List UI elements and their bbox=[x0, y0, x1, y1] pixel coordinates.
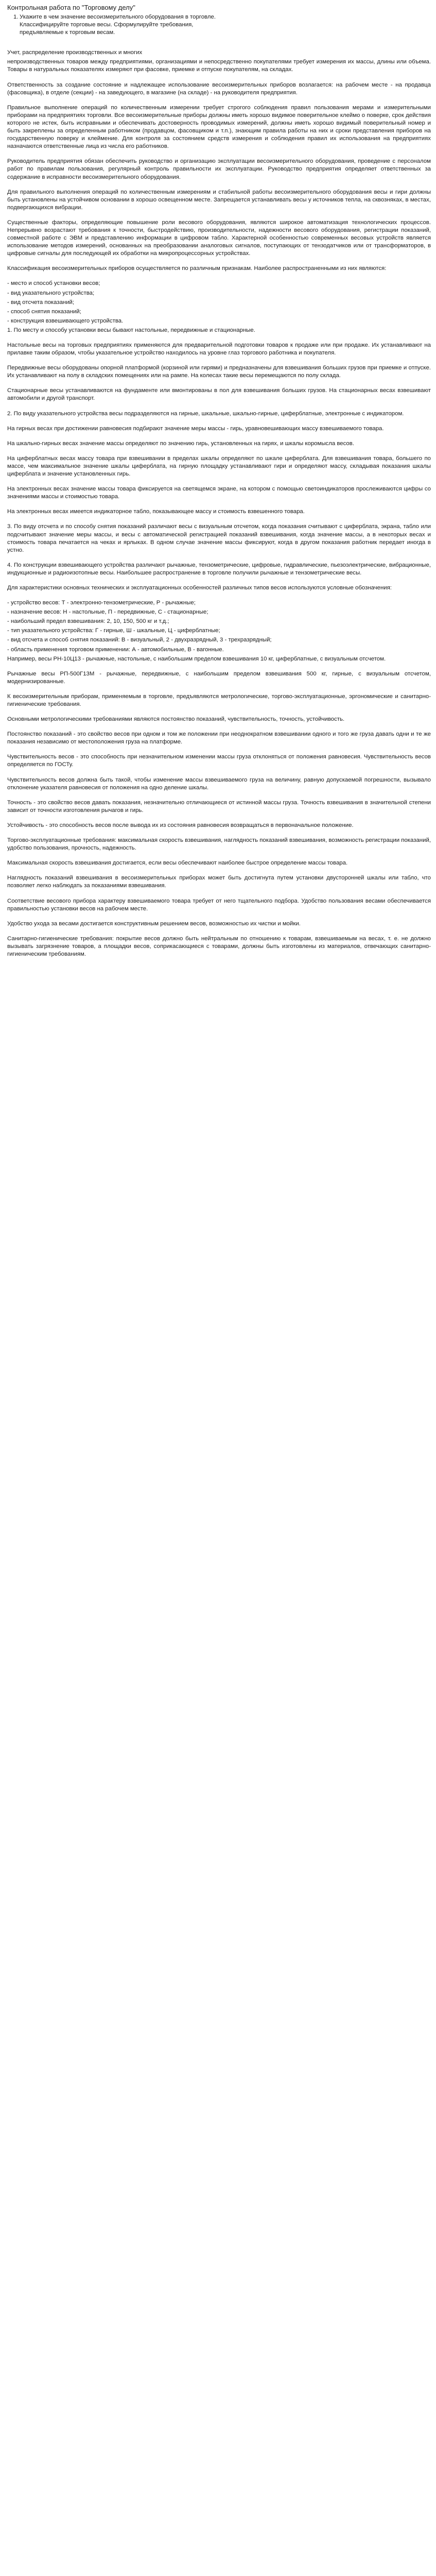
paragraph: 2. По виду указательного устройства весы подразделяются на гирные, шкальные, шкально-гирные, циферблатные, электронные с индикатором. bbox=[7, 410, 404, 417]
task-item bbox=[13, 29, 431, 37]
task-item-text: Классифицируйте торговые весы. Сформулируйте требования, bbox=[20, 22, 194, 28]
paragraph: - область применения торговом применении: А - автомобильные, В - вагонные. bbox=[7, 646, 224, 653]
paragraph: Чувствительность весов - это способность при незначительном изменении массы груза отклоняться от положения равновесия. Чувствительность весов определяется по ГОСТу. bbox=[7, 754, 431, 768]
paragraph: Санитарно-гигиенические требования: покрытие весов должно быть нейтральным по отношению к товарам, взвешиваемым на весах, т. е. не должно вызывать загрязнение товаров, а площадки весов, соприкасающиеся с товарами, должны быть изготовлены из материалов, отвечающих санитарно-гигиеническим требованиям. bbox=[7, 935, 431, 957]
paragraph: - вид указательного устройства; bbox=[7, 290, 95, 296]
paragraph: 4. По конструкции взвешивающего устройства различают рычажные, тензометрические, цифровые, гидравлические, пьезоэлектрические, вибрационные, индукционные и радиоизотопные весы. Наибольшее распространение в торговле получили рычажные и тензометрические весы. bbox=[7, 562, 431, 576]
paragraph: На шкально-гирных весах значение массы определяют по значению гирь, установленных на гирях, и шкалы коромысла весов. bbox=[7, 440, 354, 447]
paragraph: Чувствительность весов должна быть такой, чтобы изменение массы взвешиваемого груза на величину, равную допускаемой погрешности, вызывало отклонение указателя равновесия от положения на одно деление шкалы. bbox=[7, 776, 431, 791]
paragraph: Торгово-эксплуатационные требования: максимальная скорость взвешивания, наглядность показаний взвешивания, возможность регистрации показаний, удобство пользования, прочность, надежность. bbox=[7, 837, 431, 852]
paragraph: - способ снятия показаний; bbox=[7, 308, 81, 315]
task-item-text: Укажите в чем значение весоизмерительного оборудования в торговле. bbox=[20, 14, 216, 20]
paragraph: Ответственность за создание состояние и надлежащее использование весоизмерительных приборов возлагается: на рабочем месте - на продавца (фасовщика), в отделе (секции) - на заведующего, в магазине (на складе) - на руководителя предприятия. bbox=[7, 81, 431, 96]
paragraph: Удобство ухода за весами достигается конструктивным решением весов, возможностью их чистки и мойки. bbox=[7, 920, 301, 927]
paragraph: 1. По месту и способу установки весы бывают настольные, передвижные и стационарные. bbox=[7, 327, 255, 333]
paragraph: Настольные весы на торговых предприятиях применяются для предварительной подготовки товаров к продаже или при продаже. Их устанавливают на прилавке таким образом, чтобы указательное устройство находилось на уровне глаз торгового работника и покупателя. bbox=[7, 342, 431, 357]
task-list bbox=[13, 13, 431, 37]
paragraph: - наибольший предел взвешивания: 2, 10, 150, 500 кг и т.д.; bbox=[7, 618, 169, 625]
paragraph: Для характеристики основных технических и эксплуатационных особенностей различных типов весов используются условные обозначения: bbox=[7, 584, 392, 591]
paragraph: На электронных весах имеется индикаторное табло, показывающее массу и стоимость взвешенного товара. bbox=[7, 509, 305, 515]
paragraph: К весоизмерительным приборам, применяемым в торговле, предъявляются метрологические, торгово-эксплуатационные, эргономические и санитарно-гигиенические требования. bbox=[7, 693, 431, 707]
paragraph: - вид отсчета показаний; bbox=[7, 299, 75, 306]
paragraph: Наглядность показаний взвешивания в весоизмерительных приборах может быть достигнута путем установки двусторонней шкалы или табло, что позволяет легко наблюдать за показаниями взвешивания. bbox=[7, 875, 431, 889]
paragraph: На циферблатных весах массу товара при взвешивании в пределах шкалы определяют по шкале циферблата. Для взвешивания товара, большего по массе, чем максимальное значение шкалы циферблата, на гирную площадку устанавливают гири и определяют массу, складывая показания шкалы циферблата и значение установленных гирь. bbox=[7, 455, 431, 478]
paragraph: На электронных весах значение массы товара фиксируется на светящемся экране, на котором с помощью светоиндикаторов прослеживаются цифры со значениями массы и стоимостью товара. bbox=[7, 486, 431, 500]
document-title: Контрольная работа по "Торговому делу" bbox=[7, 4, 135, 11]
paragraph: Стационарные весы устанавливаются на фундаменте или вмонтированы в пол для взвешивания больших грузов. На стационарных весах взвешивают автомобили и другой транспорт. bbox=[7, 387, 431, 402]
task-item bbox=[13, 21, 431, 29]
paragraph: Для правильного выполнения операций по количественным измерениям и стабильной работы весоизмерительного оборудования весы и гири должны быть установлены на устойчивом основании в хорошо освещенном месте. Запрещается устанавливать весы у источников тепла, на сквозняках, в местах, подвергающихся вибрации. bbox=[7, 189, 431, 211]
paragraph: Классификация весоизмерительных приборов осуществляется по различным признакам. Наиболее распространенными из них являются: bbox=[7, 265, 387, 272]
task-item-text: предъявляемые к торговым весам. bbox=[20, 29, 115, 36]
paragraph: Передвижные весы оборудованы опорной платформой (корзиной или гирями) и предназначены для взвешивания больших грузов при приемке и отпуске. Их устанавливают на полу в складских помещениях или на рампе. На колесах такие весы перемещаются по полу склада. bbox=[7, 365, 431, 379]
paragraph: Точность - это свойство весов давать показания, незначительно отличающиеся от истинной массы груза. Точность взвешивания в значительной степени зависит от точности изготовления рычагов и гирь. bbox=[7, 799, 431, 814]
paragraph: 3. По виду отсчета и по способу снятия показаний различают весы с визуальным отсчетом, когда показания считывают с циферблата, экрана, табло или подсчитывают значение меры массы, и весы с автоматической регистрацией показаний взвешивания, когда значение массы, а в некоторых весах и стоимость товара печатается на чеках и ярлыках. В одном случае значение массы фиксируют, когда в другом показания работник передает иногда в устно. bbox=[7, 523, 431, 553]
document-body bbox=[7, 49, 431, 958]
paragraph: - конструкция взвешивающего устройства. bbox=[7, 317, 124, 324]
paragraph: Соответствие весового прибора характеру взвешиваемого товара требует от него тщательного подбора. Удобство пользования весами обеспечивается правильностью установки весов на рабочем месте. bbox=[7, 897, 431, 912]
paragraph: Постоянство показаний - это свойство весов при одном и том же положении при неоднократном взвешивании одного и того же груза давать одни и те же показания независимо от местоположения груза на платформе. bbox=[7, 731, 431, 745]
task-item bbox=[13, 13, 431, 21]
paragraph: - устройство весов: Т - электронно-тензометрические, Р - рычажные; bbox=[7, 600, 196, 606]
paragraph: Рычажные весы РП-500Г13М - рычажные, передвижные, с наибольшим пределом взвешивания 500 кг, гирные, с визуальным отсчетом, модернизированные. bbox=[7, 670, 431, 685]
paragraph: - назначение весов: Н - настольные, П - передвижные, С - стационарные; bbox=[7, 609, 208, 616]
paragraph: Устойчивость - это способность весов после вывода их из состояния равновесия возвращаться в первоначальное положение. bbox=[7, 822, 354, 828]
paragraph: На гирных весах при достижении равновесия подбирают значение меры массы - гирь, уравновешивающих массу взвешиваемого товара. bbox=[7, 425, 384, 432]
paragraph: Основными метрологическими требованиями являются постоянство показаний, чувствительность, точность, устойчивость. bbox=[7, 716, 345, 723]
paragraph: - вид отсчета и способ снятия показаний: В - визуальный, 2 - двухразрядный, 3 - трехразрядный; bbox=[7, 637, 272, 643]
paragraph: Максимальная скорость взвешивания достигается, если весы обеспечивают наиболее быстрое определение массы товара. bbox=[7, 860, 348, 867]
paragraph: Существенные факторы, определяющие повышение роли весового оборудования, являются широкое автоматизация технологических процессов. Непрерывно возрастают требования к точности, быстродействию, производительности, надежности весового оборудования, регистрации показаний, совместной работе с ЭВМ и представлению информации в цифровом табло. Характерной особенностью современных весовых устройств является использование методов измерений, основанных на преобразовании аналоговых сигналов, поступающих от тензодатчиков или от трансформаторов, в цифровые сигналы для последующей их обработки на микропроцессорных устройствах. bbox=[7, 219, 431, 257]
task-item-number: 1. bbox=[13, 14, 19, 20]
paragraph: непроизводственных товаров между предприятиями, организациями и непосредственно покупателями требует измерения их массы, длины или объема. Товары в натуральных показателях измеряют при фасовке, приемке и отпуске покупателям, на складах. bbox=[7, 59, 431, 73]
paragraph: Например, весы РН-10Ц13 - рычажные, настольные, с наибольшим пределом взвешивания 10 кг, циферблатные, с визуальным отсчетом. bbox=[7, 655, 386, 662]
paragraph: Руководитель предприятия обязан обеспечить руководство и организацию эксплуатации весоизмерительного оборудования, проведение с персоналом работ по правилам пользования, регулярный контроль правильности их эксплуатации. Руководство предприятия определяет ответственных за содержание в исправности весоизмерительного оборудования. bbox=[7, 158, 431, 180]
paragraph: Учет, распределение производственных и многих bbox=[7, 49, 143, 56]
paragraph: Правильное выполнение операций по количественным измерении требует строгого соблюдения правил пользования мерами и измерительными приборами на предприятиях торговли. Все весоизмерительные приборы должны иметь хорошо видимое поверительное клеймо о поверке, срок действия которого не истек, быть исправными и обеспечивать достоверность проводимых измерений, должны иметь хорошо видимый поверительный номер и быть закреплены за определенным работником (продавцом, фасовщиком и т.п.), знающим правила работы на них и сроки представления приборов на государственную поверку и клеймение. Для контроля за состоянием средств измерения и соблюдения правил их использования на предприятиях назначаются ответственные лица из числа его работников. bbox=[7, 104, 431, 150]
document-page bbox=[0, 0, 436, 970]
paragraph: - место и способ установки весов; bbox=[7, 280, 100, 287]
paragraph: - тип указательного устройства: Г - гирные, Ш - шкальные, Ц - циферблатные; bbox=[7, 628, 220, 634]
